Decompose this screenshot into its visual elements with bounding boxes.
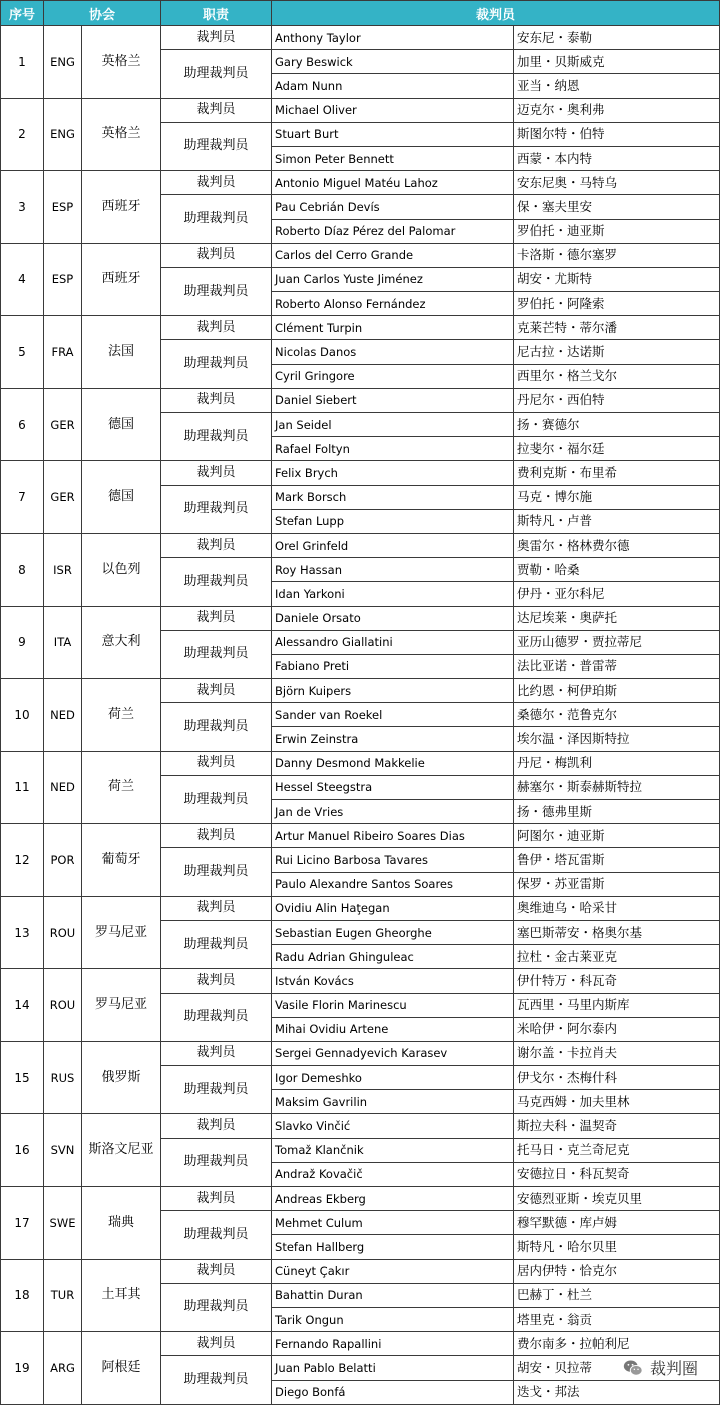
official-name-en: Orel Grinfeld [272,533,514,557]
official-name-en: Carlos del Cerro Grande [272,243,514,267]
role-referee: 裁判员 [161,679,272,703]
row-number: 16 [1,1114,44,1187]
association-code: SWE [44,1187,82,1260]
official-name-en: Tarik Ongun [272,1307,514,1331]
row-number: 7 [1,461,44,534]
official-name-en: Antonio Miguel Matéu Lahoz [272,171,514,195]
table-row [1,26,720,50]
row-number: 12 [1,824,44,897]
role-assistant: 助理裁判员 [161,340,272,388]
role-referee: 裁判员 [161,1259,272,1283]
role-referee: 裁判员 [161,243,272,267]
official-name-zh: 克莱芒特・蒂尔潘 [514,316,720,340]
official-name-en: Igor Demeshko [272,1066,514,1090]
official-name-zh: 迈克尔・奥利弗 [514,98,720,122]
table-row [1,679,720,703]
official-name-zh: 丹尼尔・西伯特 [514,388,720,412]
role-referee: 裁判员 [161,533,272,557]
association-name: 法国 [82,316,161,389]
official-name-en: Cüneyt Çakır [272,1259,514,1283]
header-role: 职责 [161,1,272,26]
row-number: 2 [1,98,44,171]
official-name-zh: 达尼埃莱・奥萨托 [514,606,720,630]
official-name-en: Mehmet Culum [272,1211,514,1235]
row-number: 1 [1,26,44,99]
table-row [1,1041,720,1065]
table-row [1,1259,720,1283]
association-code: TUR [44,1259,82,1332]
table-row [1,461,720,485]
association-code: FRA [44,316,82,389]
official-name-zh: 西里尔・格兰戈尔 [514,364,720,388]
official-name-en: Stefan Lupp [272,509,514,533]
role-referee: 裁判员 [161,824,272,848]
role-referee: 裁判员 [161,461,272,485]
official-name-zh: 斯拉夫科・温契奇 [514,1114,720,1138]
association-name: 西班牙 [82,171,161,244]
role-assistant: 助理裁判员 [161,993,272,1041]
official-name-zh: 塞巴斯蒂安・格奥尔基 [514,920,720,944]
table-row [1,171,720,195]
role-referee: 裁判员 [161,388,272,412]
official-name-en: Roberto Alonso Fernández [272,292,514,316]
official-name-zh: 拉斐尔・福尔廷 [514,437,720,461]
role-assistant: 助理裁判员 [161,195,272,243]
official-name-en: Anthony Taylor [272,26,514,50]
official-name-zh: 亚当・纳恩 [514,74,720,98]
role-assistant: 助理裁判员 [161,1283,272,1331]
table-row [1,388,720,412]
official-name-en: Juan Carlos Yuste Jiménez [272,267,514,291]
association-name: 阿根廷 [82,1332,161,1405]
row-number: 15 [1,1041,44,1114]
official-name-en: Fernando Rapallini [272,1332,514,1356]
official-name-en: Stuart Burt [272,122,514,146]
association-name: 土耳其 [82,1259,161,1332]
role-referee: 裁判员 [161,1332,272,1356]
official-name-en: Gary Beswick [272,50,514,74]
official-name-zh: 罗伯托・迪亚斯 [514,219,720,243]
official-name-zh: 桑德尔・范鲁克尔 [514,703,720,727]
official-name-en: Roberto Díaz Pérez del Palomar [272,219,514,243]
official-name-en: István Kovács [272,969,514,993]
table-row [1,98,720,122]
association-name: 罗马尼亚 [82,896,161,969]
association-code: ESP [44,171,82,244]
official-name-zh: 斯特凡・卢普 [514,509,720,533]
official-name-zh: 居内伊特・恰克尔 [514,1259,720,1283]
role-referee: 裁判员 [161,1041,272,1065]
official-name-zh: 保・塞夫里安 [514,195,720,219]
official-name-zh: 安德拉日・科瓦契奇 [514,1162,720,1186]
table-row [1,896,720,920]
association-code: ESP [44,243,82,316]
official-name-zh: 米哈伊・阿尔泰内 [514,1017,720,1041]
association-name: 意大利 [82,606,161,679]
official-name-zh: 拉杜・金古莱亚克 [514,945,720,969]
row-number: 17 [1,1187,44,1260]
official-name-zh: 马克西姆・加夫里林 [514,1090,720,1114]
row-number: 19 [1,1332,44,1405]
table-row [1,533,720,557]
row-number: 18 [1,1259,44,1332]
row-number: 5 [1,316,44,389]
official-name-zh: 罗伯托・阿隆索 [514,292,720,316]
row-number: 14 [1,969,44,1042]
official-name-en: Pau Cebrián Devís [272,195,514,219]
table-row [1,1332,720,1356]
official-name-en: Clément Turpin [272,316,514,340]
table-row [1,606,720,630]
official-name-zh: 伊丹・亚尔科尼 [514,582,720,606]
official-name-zh: 亚历山德罗・贾拉蒂尼 [514,630,720,654]
official-name-en: Maksim Gavrilin [272,1090,514,1114]
official-name-zh: 巴赫丁・杜兰 [514,1283,720,1307]
official-name-en: Vasile Florin Marinescu [272,993,514,1017]
official-name-zh: 埃尔温・泽因斯特拉 [514,727,720,751]
official-name-en: Bahattin Duran [272,1283,514,1307]
header-assoc: 协会 [44,1,161,26]
official-name-zh: 费尔南多・拉帕利尼 [514,1332,720,1356]
role-assistant: 助理裁判员 [161,630,272,678]
association-code: NED [44,679,82,752]
official-name-en: Mark Borsch [272,485,514,509]
association-code: GER [44,388,82,461]
official-name-en: Stefan Hallberg [272,1235,514,1259]
official-name-zh: 伊什特万・科瓦奇 [514,969,720,993]
row-number: 6 [1,388,44,461]
role-referee: 裁判员 [161,1114,272,1138]
role-referee: 裁判员 [161,26,272,50]
table-row [1,243,720,267]
role-assistant: 助理裁判员 [161,413,272,461]
official-name-zh: 迭戈・邦法 [514,1380,720,1404]
role-referee: 裁判员 [161,606,272,630]
association-code: ISR [44,533,82,606]
association-name: 俄罗斯 [82,1041,161,1114]
role-referee: 裁判员 [161,316,272,340]
role-assistant: 助理裁判员 [161,703,272,751]
official-name-en: Sander van Roekel [272,703,514,727]
official-name-zh: 伊戈尔・杰梅什科 [514,1066,720,1090]
official-name-en: Danny Desmond Makkelie [272,751,514,775]
association-code: POR [44,824,82,897]
official-name-en: Ovidiu Alin Haţegan [272,896,514,920]
official-name-zh: 阿图尔・迪亚斯 [514,824,720,848]
official-name-en: Tomaž Klančnik [272,1138,514,1162]
official-name-zh: 加里・贝斯威克 [514,50,720,74]
official-name-zh: 穆罕默德・库卢姆 [514,1211,720,1235]
official-name-en: Rafael Foltyn [272,437,514,461]
role-referee: 裁判员 [161,969,272,993]
official-name-en: Mihai Ovidiu Artene [272,1017,514,1041]
association-name: 德国 [82,461,161,534]
role-assistant: 助理裁判员 [161,920,272,968]
official-name-zh: 贾勒・哈桑 [514,558,720,582]
row-number: 4 [1,243,44,316]
table-row [1,751,720,775]
association-name: 罗马尼亚 [82,969,161,1042]
official-name-zh: 安东尼・泰勒 [514,26,720,50]
official-name-en: Radu Adrian Ghinguleac [272,945,514,969]
official-name-zh: 比约恩・柯伊珀斯 [514,679,720,703]
official-name-zh: 卡洛斯・德尔塞罗 [514,243,720,267]
official-name-en: Erwin Zeinstra [272,727,514,751]
official-name-en: Simon Peter Bennett [272,146,514,170]
official-name-en: Rui Licino Barbosa Tavares [272,848,514,872]
table-row [1,316,720,340]
official-name-zh: 瓦西里・马里内斯库 [514,993,720,1017]
official-name-en: Andreas Ekberg [272,1187,514,1211]
role-assistant: 助理裁判员 [161,122,272,170]
official-name-zh: 保罗・苏亚雷斯 [514,872,720,896]
official-name-zh: 西蒙・本内特 [514,146,720,170]
official-name-en: Paulo Alexandre Santos Soares [272,872,514,896]
official-name-zh: 安德烈亚斯・埃克贝里 [514,1187,720,1211]
role-referee: 裁判员 [161,896,272,920]
official-name-zh: 胡安・尤斯特 [514,267,720,291]
official-name-en: Sergei Gennadyevich Karasev [272,1041,514,1065]
official-name-zh: 费利克斯・布里希 [514,461,720,485]
official-name-zh: 丹尼・梅凯利 [514,751,720,775]
role-referee: 裁判员 [161,171,272,195]
official-name-en: Adam Nunn [272,74,514,98]
official-name-en: Felix Brych [272,461,514,485]
official-name-en: Jan Seidel [272,413,514,437]
table-row [1,969,720,993]
header-row [1,1,720,26]
association-code: ENG [44,26,82,99]
role-assistant: 助理裁判员 [161,1211,272,1259]
official-name-zh: 扬・德弗里斯 [514,800,720,824]
official-name-en: Cyril Gringore [272,364,514,388]
official-name-en: Fabiano Preti [272,654,514,678]
association-name: 荷兰 [82,751,161,824]
row-number: 3 [1,171,44,244]
association-name: 斯洛文尼亚 [82,1114,161,1187]
role-assistant: 助理裁判员 [161,50,272,98]
row-number: 9 [1,606,44,679]
official-name-en: Idan Yarkoni [272,582,514,606]
official-name-en: Juan Pablo Belatti [272,1356,514,1380]
official-name-en: Björn Kuipers [272,679,514,703]
association-name: 以色列 [82,533,161,606]
role-referee: 裁判员 [161,98,272,122]
table-body [1,26,720,1405]
official-name-en: Andraž Kovačič [272,1162,514,1186]
official-name-en: Slavko Vinčić [272,1114,514,1138]
official-name-en: Alessandro Giallatini [272,630,514,654]
official-name-en: Sebastian Eugen Gheorghe [272,920,514,944]
official-name-zh: 谢尔盖・卡拉肖夫 [514,1041,720,1065]
association-name: 西班牙 [82,243,161,316]
association-name: 英格兰 [82,26,161,99]
association-code: ITA [44,606,82,679]
official-name-zh: 奥雷尔・格林费尔德 [514,533,720,557]
association-code: SVN [44,1114,82,1187]
role-assistant: 助理裁判员 [161,1066,272,1114]
official-name-en: Daniele Orsato [272,606,514,630]
association-code: ENG [44,98,82,171]
official-name-en: Nicolas Danos [272,340,514,364]
row-number: 11 [1,751,44,824]
role-assistant: 助理裁判员 [161,848,272,896]
official-name-zh: 斯特凡・哈尔贝里 [514,1235,720,1259]
official-name-en: Hessel Steegstra [272,775,514,799]
role-assistant: 助理裁判员 [161,267,272,315]
association-name: 德国 [82,388,161,461]
association-name: 瑞典 [82,1187,161,1260]
official-name-en: Daniel Siebert [272,388,514,412]
association-code: ROU [44,896,82,969]
watermark-text: 裁判圈 [649,1359,698,1378]
role-assistant: 助理裁判员 [161,485,272,533]
official-name-zh: 塔里克・翁贡 [514,1307,720,1331]
role-assistant: 助理裁判员 [161,1138,272,1186]
association-name: 葡萄牙 [82,824,161,897]
official-name-zh: 赫塞尔・斯泰赫斯特拉 [514,775,720,799]
official-name-zh: 托马日・克兰奇尼克 [514,1138,720,1162]
row-number: 10 [1,679,44,752]
association-name: 英格兰 [82,98,161,171]
association-name: 荷兰 [82,679,161,752]
official-name-en: Artur Manuel Ribeiro Soares Dias [272,824,514,848]
official-name-zh: 鲁伊・塔瓦雷斯 [514,848,720,872]
official-name-zh: 扬・赛德尔 [514,413,720,437]
role-referee: 裁判员 [161,751,272,775]
association-code: ARG [44,1332,82,1405]
row-number: 8 [1,533,44,606]
row-number: 13 [1,896,44,969]
official-name-zh: 法比亚诺・普雷蒂 [514,654,720,678]
official-name-en: Michael Oliver [272,98,514,122]
official-name-en: Jan de Vries [272,800,514,824]
association-code: NED [44,751,82,824]
association-code: ROU [44,969,82,1042]
official-name-zh: 马克・博尔施 [514,485,720,509]
header-num: 序号 [1,1,44,26]
official-name-zh: 安东尼奥・马特乌 [514,171,720,195]
official-name-en: Diego Bonfá [272,1380,514,1404]
table-row [1,1114,720,1138]
role-assistant: 助理裁判员 [161,1356,272,1404]
association-code: GER [44,461,82,534]
table-row [1,1187,720,1211]
official-name-zh: 胡安・贝拉蒂 [514,1356,720,1380]
header-referee: 裁判员 [272,1,720,26]
official-name-zh: 斯图尔特・伯特 [514,122,720,146]
wechat-icon [622,1357,644,1379]
official-name-en: Roy Hassan [272,558,514,582]
watermark [622,1356,698,1379]
role-assistant: 助理裁判员 [161,775,272,823]
role-referee: 裁判员 [161,1187,272,1211]
association-code: RUS [44,1041,82,1114]
table-row [1,824,720,848]
official-name-zh: 尼古拉・达诺斯 [514,340,720,364]
role-assistant: 助理裁判员 [161,558,272,606]
official-name-zh: 奥维迪乌・哈采甘 [514,896,720,920]
